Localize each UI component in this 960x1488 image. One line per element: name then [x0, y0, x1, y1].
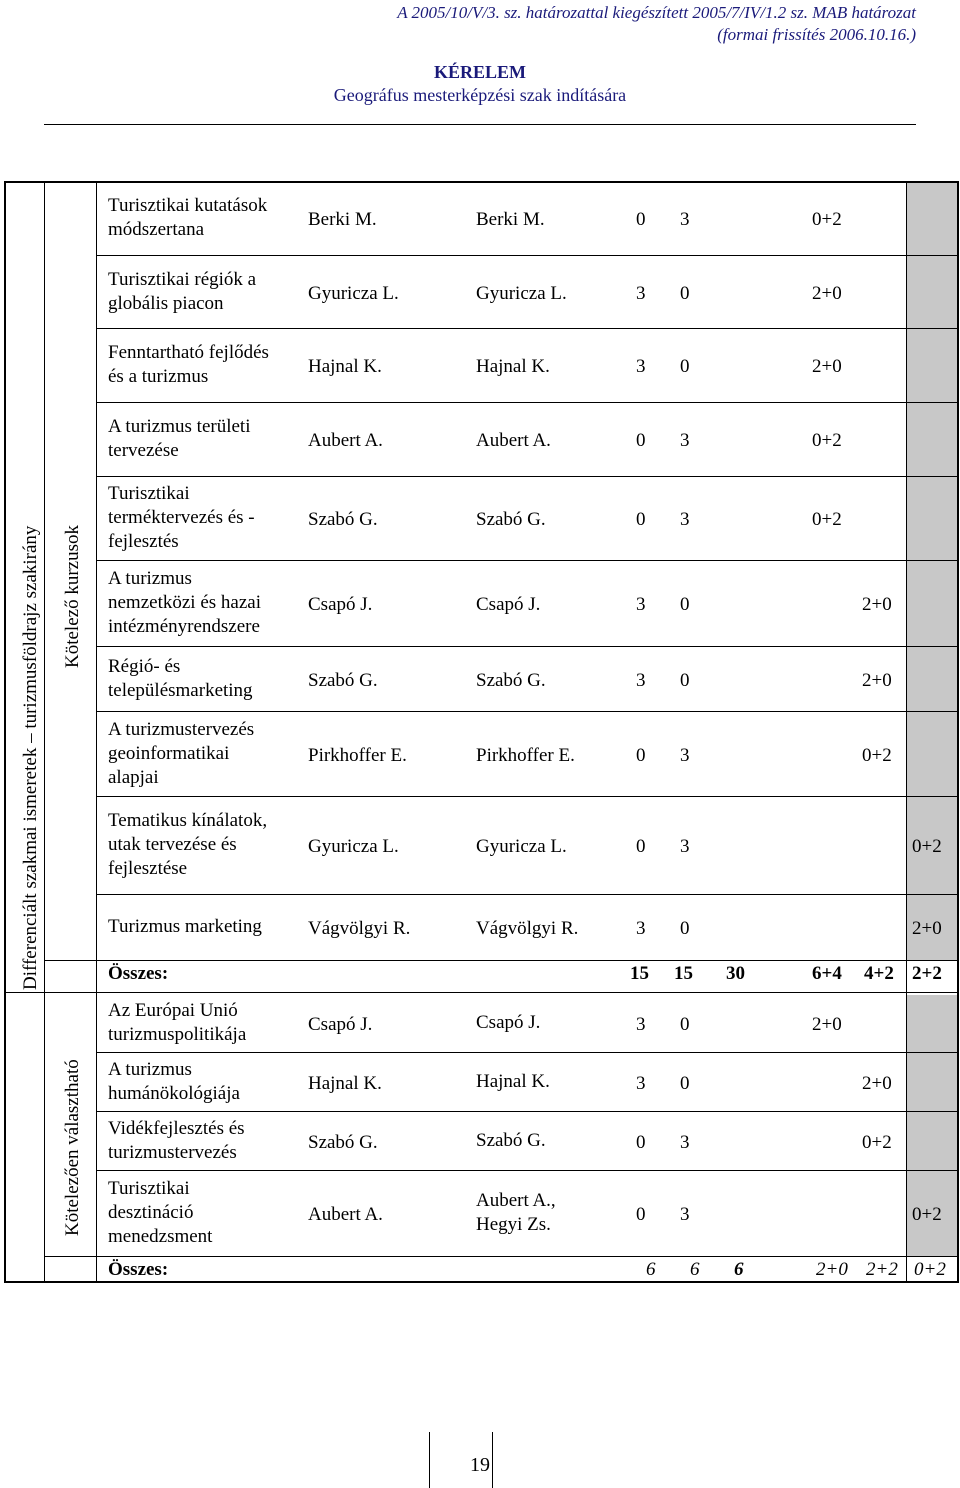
- row-sep: [44, 1256, 957, 1257]
- credit: 0+2: [912, 1204, 942, 1225]
- table-border-right: [957, 181, 959, 1283]
- course-name: [108, 415, 298, 463]
- lecture-hours: 0: [636, 745, 646, 766]
- responsible-person: Gyuricza L.: [308, 283, 399, 304]
- row-sep: [44, 960, 957, 961]
- course-name-line: geoinformatikai: [108, 743, 230, 764]
- seminar-hours: 0: [680, 356, 690, 377]
- seminar-hours: 0: [680, 283, 690, 304]
- responsible-person: Pirkhoffer E.: [308, 745, 407, 766]
- teacher: Vágvölgyi R.: [476, 918, 579, 939]
- seminar-hours: 0: [680, 1073, 690, 1094]
- responsible-person: Csapó J.: [308, 594, 373, 615]
- teacher-line: Csapó J.: [476, 1012, 541, 1033]
- course-name-line: Fenntartható fejlődés: [108, 342, 269, 363]
- responsible-person: Szabó G.: [308, 670, 378, 691]
- lecture-hours: 0: [636, 509, 646, 530]
- total-credit-2: 2+2: [866, 1259, 898, 1280]
- teacher-line: Aubert A.,: [476, 1190, 556, 1211]
- course-name-line: A turizmustervezés: [108, 719, 255, 740]
- course-name: [108, 482, 298, 554]
- row-sep: [96, 894, 957, 895]
- course-name-line: fejlesztés: [108, 531, 179, 552]
- course-name-line: Régió- és: [108, 656, 181, 677]
- course-name: [108, 1177, 298, 1249]
- responsible-person: Berki M.: [308, 209, 377, 230]
- lecture-hours: 3: [636, 670, 646, 691]
- document-subtitle: Geográfus mesterképzési szak indítására: [333, 85, 627, 105]
- course-name: [108, 194, 298, 242]
- col-sep: [44, 181, 45, 1281]
- course-name-line: Tematikus kínálatok,: [108, 810, 268, 831]
- credit: 2+0: [862, 1073, 892, 1094]
- col-sep: [906, 181, 907, 1281]
- seminar-hours: 0: [680, 918, 690, 939]
- course-name-line: A turizmus: [108, 568, 192, 589]
- seminar-hours: 3: [680, 836, 690, 857]
- course-name-line: Turisztikai kutatások: [108, 195, 268, 216]
- total-credit-1: 2+0: [816, 1259, 848, 1280]
- course-name: [108, 915, 298, 939]
- lecture-hours: 0: [636, 209, 646, 230]
- course-name-line: utak tervezése és: [108, 834, 237, 855]
- teacher-line: Szabó G.: [476, 1130, 546, 1151]
- row-sep: [96, 1111, 957, 1112]
- responsible-person: Szabó G.: [308, 1132, 378, 1153]
- course-name-line: Turizmus marketing: [108, 916, 262, 937]
- total-lecture: 15: [630, 963, 649, 984]
- document-title: KÉRELEM: [433, 62, 526, 82]
- row-sep: [96, 1170, 957, 1171]
- table-border-top: [4, 181, 957, 183]
- lecture-hours: 3: [636, 356, 646, 377]
- teacher: Gyuricza L.: [476, 283, 567, 304]
- row-sep: [96, 711, 957, 712]
- course-name: [108, 268, 298, 316]
- course-name: [108, 567, 298, 639]
- seminar-hours: 3: [680, 509, 690, 530]
- seminar-hours: 0: [680, 594, 690, 615]
- course-name-line: terméktervezés és -: [108, 507, 255, 528]
- table-border-left: [4, 181, 6, 1283]
- course-name-line: tervezése: [108, 440, 179, 461]
- row-sep: [96, 476, 957, 477]
- course-name-line: Turisztikai régiók a: [108, 269, 257, 290]
- specialization-label: Differenciált szakmai ismeretek – turizmusföldrajz szakirány: [20, 525, 41, 990]
- col-sep: [96, 181, 97, 1281]
- seminar-hours: 3: [680, 1204, 690, 1225]
- credit: 2+0: [912, 918, 942, 939]
- teacher: Szabó G.: [476, 670, 546, 691]
- teacher-line: Hajnal K.: [476, 1071, 550, 1092]
- teacher: [476, 1189, 616, 1237]
- lecture-hours: 3: [636, 1014, 646, 1035]
- row-sep: [96, 796, 957, 797]
- teacher: Hajnal K.: [476, 356, 550, 377]
- teacher-line: Hegyi Zs.: [476, 1214, 551, 1235]
- header-note-line1: A 2005/10/V/3. sz. határozattal kiegészített 2005/7/IV/1.2 sz. MAB határozat: [397, 3, 916, 22]
- row-sep: [96, 328, 957, 329]
- teacher: [476, 1011, 616, 1035]
- lecture-hours: 0: [636, 430, 646, 451]
- credit: 0+2: [862, 1132, 892, 1153]
- course-name-line: Turisztikai: [108, 1178, 190, 1199]
- course-name-line: intézményrendszere: [108, 616, 260, 637]
- teacher: Gyuricza L.: [476, 836, 567, 857]
- teacher: Csapó J.: [476, 594, 541, 615]
- lecture-hours: 3: [636, 283, 646, 304]
- mandatory-courses-label: Kötelező kurzusok: [62, 525, 83, 668]
- total-credit-3: 2+2: [912, 963, 942, 984]
- credit: 2+0: [812, 283, 842, 304]
- lecture-hours: 3: [636, 1073, 646, 1094]
- course-name-line: desztináció: [108, 1202, 194, 1223]
- row-sep: [96, 646, 957, 647]
- course-name: [108, 718, 298, 790]
- responsible-person: Vágvölgyi R.: [308, 918, 411, 939]
- total-credit-1: 6+4: [812, 963, 842, 984]
- course-name: [108, 655, 298, 703]
- seminar-hours: 0: [680, 670, 690, 691]
- total-seminar: 6: [690, 1259, 700, 1280]
- course-name: [108, 1117, 298, 1165]
- header-note-line2: (formai frissítés 2006.10.16.): [717, 25, 916, 44]
- credit: 0+2: [812, 509, 842, 530]
- course-name: [108, 999, 298, 1047]
- total-credit-3: 0+2: [914, 1259, 946, 1280]
- total-seminar: 15: [674, 963, 693, 984]
- course-name-line: turizmuspolitikája: [108, 1024, 247, 1045]
- total-lecture: 6: [646, 1259, 656, 1280]
- credit: 2+0: [812, 356, 842, 377]
- credit: 0+2: [862, 745, 892, 766]
- teacher: Berki M.: [476, 209, 545, 230]
- credit: 0+2: [912, 836, 942, 857]
- course-name-line: és a turizmus: [108, 366, 209, 387]
- course-name-line: globális piacon: [108, 293, 224, 314]
- seminar-hours: 3: [680, 1132, 690, 1153]
- teacher: Aubert A.: [476, 430, 551, 451]
- row-sep: [96, 402, 957, 403]
- course-name: [108, 341, 298, 389]
- page-number: 19: [470, 1454, 490, 1476]
- course-name: [108, 809, 298, 881]
- credit: 0+2: [812, 209, 842, 230]
- seminar-hours: 0: [680, 1014, 690, 1035]
- credit: 2+0: [812, 1014, 842, 1035]
- seminar-hours: 3: [680, 209, 690, 230]
- lecture-hours: 0: [636, 1132, 646, 1153]
- teacher: [476, 1070, 616, 1094]
- responsible-person: Aubert A.: [308, 1204, 383, 1225]
- course-name-line: alapjai: [108, 767, 159, 788]
- course-name-line: fejlesztése: [108, 858, 188, 879]
- course-name-line: humánökológiája: [108, 1083, 240, 1104]
- lecture-hours: 3: [636, 594, 646, 615]
- teacher: Szabó G.: [476, 509, 546, 530]
- lecture-hours: 0: [636, 1204, 646, 1225]
- credit: 0+2: [812, 430, 842, 451]
- row-sep: [96, 255, 957, 256]
- course-name-line: nemzetközi és hazai: [108, 592, 261, 613]
- total-sum: 6: [734, 1259, 744, 1280]
- responsible-person: Gyuricza L.: [308, 836, 399, 857]
- course-name-line: turizmustervezés: [108, 1142, 237, 1163]
- row-sep: [96, 560, 957, 561]
- course-name: [108, 1058, 298, 1106]
- responsible-person: Hajnal K.: [308, 356, 382, 377]
- course-name-line: módszertana: [108, 219, 205, 240]
- lecture-hours: 0: [636, 836, 646, 857]
- total-credit-2: 4+2: [864, 963, 894, 984]
- teacher: Pirkhoffer E.: [476, 745, 575, 766]
- total-label: Összes:: [108, 963, 169, 984]
- course-name-line: Vidékfejlesztés és: [108, 1118, 245, 1139]
- course-name-line: Turisztikai: [108, 483, 190, 504]
- course-name-line: menedzsment: [108, 1226, 213, 1247]
- seminar-hours: 3: [680, 745, 690, 766]
- credit: 2+0: [862, 670, 892, 691]
- total-label: Összes:: [108, 1259, 169, 1280]
- responsible-person: Aubert A.: [308, 430, 383, 451]
- seminar-hours: 3: [680, 430, 690, 451]
- elective-courses-label: Kötelezően választható: [62, 1059, 83, 1236]
- credit: 2+0: [862, 594, 892, 615]
- course-name-line: A turizmus: [108, 1059, 192, 1080]
- responsible-person: Hajnal K.: [308, 1073, 382, 1094]
- responsible-person: Szabó G.: [308, 509, 378, 530]
- course-name-line: Az Európai Unió: [108, 1000, 238, 1021]
- teacher: [476, 1129, 616, 1153]
- responsible-person: Csapó J.: [308, 1014, 373, 1035]
- row-sep: [96, 1052, 957, 1053]
- row-sep: [4, 992, 957, 993]
- course-name-line: településmarketing: [108, 680, 253, 701]
- total-sum: 30: [726, 963, 745, 984]
- lecture-hours: 3: [636, 918, 646, 939]
- course-name-line: A turizmus területi: [108, 416, 251, 437]
